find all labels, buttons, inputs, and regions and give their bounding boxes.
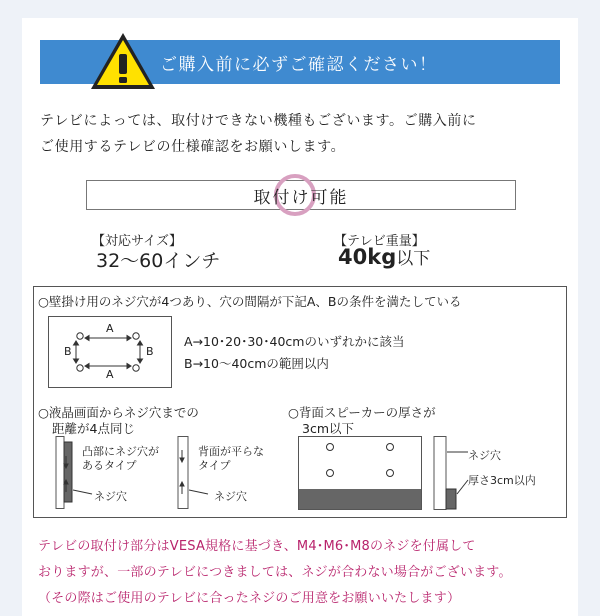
rule-b: B→10〜40cmの範囲以内 — [184, 356, 329, 371]
weight-main: 40kg — [338, 245, 397, 269]
vesa-screw-note — [38, 534, 568, 612]
note-line-3: （その際はご使用のテレビに合ったネジのご用意をお願いいたします） — [38, 591, 461, 606]
thickness-label: 厚さ3cm以内 — [468, 474, 536, 487]
size-label: 【対応サイズ】 — [92, 234, 182, 249]
compat-label: 取付け可能 — [253, 188, 349, 208]
speaker-condition-line-1: ○背面スピーカーの厚さが — [288, 405, 436, 420]
vesa-condition: ○壁掛け用のネジ穴が4つあり、穴の間隔が下記A、Bの条件を満たしている — [38, 294, 462, 309]
label-a-bottom: A — [106, 368, 114, 381]
distance-condition-line-2: 距離が4点同じ — [52, 421, 135, 436]
speaker-back-diagram — [298, 436, 422, 510]
label-a-top: A — [106, 322, 114, 335]
speaker-condition-line-2: 3cm以下 — [302, 421, 355, 436]
intro-line-2: ご使用するテレビの仕様確認をお願いします。 — [40, 139, 346, 155]
intro-text — [40, 108, 560, 160]
note-line-1: テレビの取付け部分はVESA規格に基づき、M4･M6･M8のネジを付属して — [38, 539, 476, 554]
screw-label-speaker: ネジ穴 — [468, 449, 501, 462]
weight-suffix: 以下 — [396, 249, 431, 269]
banner-title: ご購入前に必ずご確認ください！ — [160, 55, 438, 75]
label-b-left: B — [64, 345, 72, 358]
screw-label-convex: ネジ穴 — [94, 490, 127, 503]
convex-type-line-1: 凸部にネジ穴が — [82, 445, 159, 458]
distance-condition-line-1: ○液晶画面からネジ穴までの — [38, 405, 199, 420]
convex-type-line-2: あるタイプ — [82, 459, 137, 472]
speaker-side-diagram — [432, 436, 472, 510]
label-b-right: B — [146, 345, 154, 358]
weight-label: 【テレビ重量】 — [334, 234, 425, 249]
note-line-2: おりますが、一部のテレビにつきましては、ネジが合わない場合がございます。 — [38, 565, 512, 580]
weight-value — [338, 244, 430, 269]
screw-label-flat: ネジ穴 — [214, 490, 247, 503]
flat-type-line-2: タイプ — [198, 459, 231, 472]
size-value: 32〜60インチ — [96, 250, 221, 272]
rule-a: A→10･20･30･40cmのいずれかに該当 — [184, 334, 405, 349]
flat-type-line-1: 背面が平らな — [198, 445, 264, 458]
intro-line-1: テレビによっては、取付けできない機種もございます。ご購入前に — [40, 113, 477, 129]
warning-icon — [88, 30, 158, 92]
